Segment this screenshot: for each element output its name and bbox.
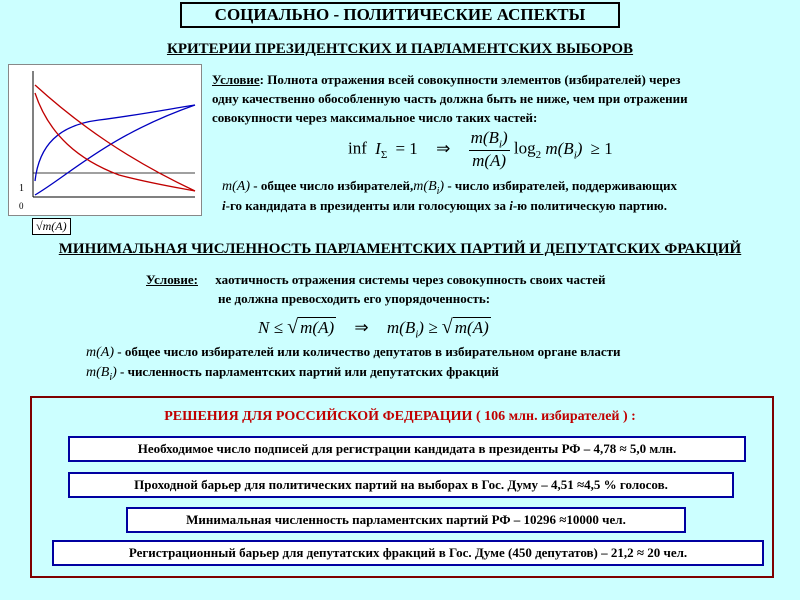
condition-text-3: совокупности через максимальное число таких частей: [212, 110, 538, 125]
def2-sym-sub: i [109, 371, 113, 383]
formula2-mB [386, 318, 438, 341]
desc-mB-sub: i [436, 185, 440, 197]
section2-def2 [86, 364, 499, 383]
def2-sym-text: m(B [86, 365, 110, 380]
formula-fraction [469, 128, 510, 171]
condition-text-1: : Полнота отражения всей совокупности элементов (избирателей) через [259, 72, 681, 87]
decision-item-2: Проходной барьер для политических партий на выборах в Гос. Думу – 4,51 ≈4,5 % голосов. [68, 472, 734, 498]
y-tick-1: 1 [19, 183, 24, 194]
fraction-numerator [469, 128, 510, 151]
formula2-arrow: ⇒ [354, 318, 369, 337]
section2-title: МИНИМАЛЬНАЯ ЧИСЛЕННОСТЬ ПАРЛАМЕНТСКИХ ПАРТИЙ И ДЕПУТАТСКИХ ФРАКЦИЙ [58, 241, 742, 257]
formula-2: N ≤ √ m(A) ⇒ $m(B_i)$ ≥ √ m(A) [258, 316, 489, 341]
red-curve-linear [35, 85, 195, 191]
formula-inf: inf [348, 138, 367, 158]
section2-def1 [86, 344, 621, 361]
desc-text-2: - число избирателей, поддерживающих [444, 178, 677, 193]
formula-1 [348, 128, 613, 171]
def2-sym-close: ) [112, 365, 117, 380]
formula2-sqrt2: m(A) [454, 318, 489, 337]
formula2-mB-sub: i [415, 328, 419, 341]
section2-condition-text-1: хаотичность отражения системы через совокупность своих частей [215, 272, 606, 287]
def1-sym: m(A) [86, 345, 114, 360]
decision-item-3: Минимальная численность парламентских партий РФ – 10296 ≈10000 чел. [126, 507, 686, 533]
decision-item-1: Необходимое число подписей для регистрации кандидата в президенты РФ – 4,78 ≈ 5,0 млн. [68, 436, 746, 462]
chart [8, 64, 202, 216]
desc-mA: m(A) [222, 179, 250, 194]
num-close: ) [501, 128, 508, 147]
formula2-sqrt1: m(A) [300, 318, 335, 337]
desc-mB-text: m(B [413, 179, 437, 194]
decision-item-4: Регистрационный барьер для депутатских фракций в Гос. Думе (450 депутатов) – 21,2 ≈ 20 чел. [52, 540, 764, 566]
section1-description [222, 178, 677, 197]
formula2-mB-text: m(B [386, 318, 416, 337]
desc-i: i [222, 198, 226, 213]
formula2-N: N ≤ [258, 318, 283, 337]
section1-description-2 [222, 198, 667, 214]
condition-label-1: Условие [212, 72, 260, 87]
decisions-heading: РЕШЕНИЯ ДЛЯ РОССИЙСКОЙ ФЕДЕРАЦИИ ( 106 млн. избирателей ) : [164, 409, 636, 424]
desc-mB-close: ) [439, 179, 445, 194]
def1-text: - общее число избирателей или количество депутатов в избирательном органе власти [117, 344, 621, 359]
formula-eq: = 1 [395, 138, 418, 158]
formula-ge: ≥ 1 [590, 138, 613, 158]
section2-condition-label: Условие: [146, 272, 198, 287]
section2-condition [146, 270, 605, 289]
blue-curve-concave [35, 105, 195, 181]
formula-I: I [375, 138, 381, 158]
chart-svg [9, 65, 201, 215]
m-sub: i [573, 149, 577, 161]
section-subtitle: КРИТЕРИИ ПРЕЗИДЕНТСКИХ И ПАРЛАМЕНТСКИХ ВЫБОРОВ [166, 41, 634, 57]
formula2-mB-close: ) ≥ [418, 318, 438, 337]
m-close: ) [576, 138, 583, 158]
desc-text-3: -го кандидата в президенты или голосующих за [225, 198, 510, 213]
chart-xlabel-text: √m(A) [36, 219, 67, 233]
chart-xlabel [32, 218, 71, 235]
desc-text-3-end: -ю политическую партию. [512, 198, 667, 213]
m-text: m(B [545, 138, 574, 158]
section2-condition-text-2: не должна превосходить его упорядоченность: [218, 291, 491, 306]
num-sub: i [498, 138, 502, 151]
num-text: m(B [470, 128, 499, 147]
formula-log: log [513, 138, 536, 158]
def2-text: - численность парламентских партий или депутатских фракций [120, 364, 499, 379]
formula-log-base: 2 [535, 149, 542, 161]
desc-mB [413, 179, 445, 197]
formula-arrow: ⇒ [436, 138, 451, 158]
condition-text-2: одну качественно обособленную часть должна быть не ниже, чем при отражении [212, 91, 688, 106]
page-title: СОЦИАЛЬНО - ПОЛИТИЧЕСКИЕ АСПЕКТЫ [180, 2, 620, 28]
fraction-denominator: m(A) [472, 151, 507, 171]
formula-sigma: Σ [380, 149, 388, 161]
desc-text-1: - общее число избирателей, [250, 178, 414, 193]
section1-condition [212, 70, 792, 127]
formula-m [545, 138, 583, 161]
y-tick-0: 0 [19, 201, 24, 211]
def2-sym [86, 365, 117, 383]
desc-i2: i [509, 198, 513, 213]
